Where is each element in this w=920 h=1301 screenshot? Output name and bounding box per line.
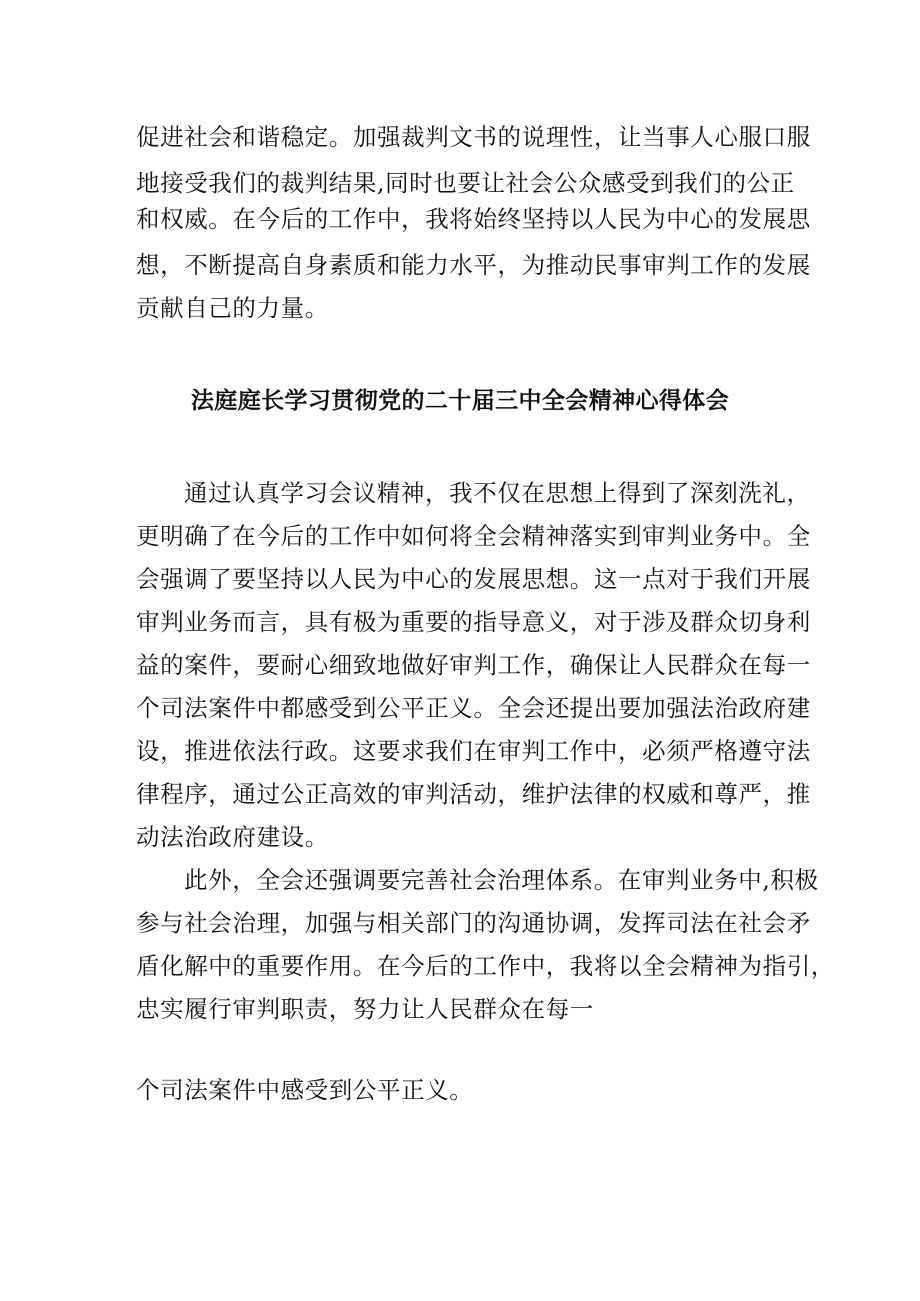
paragraph-line: 通过认真学习会议精神，我不仅在思想上得到了深刻洗礼， (184, 479, 811, 507)
paragraph-line: 设，推进依法行政。这要求我们在审判工作中，必须严格遵守法 (136, 737, 811, 765)
paragraph-line: 会强调了要坚持以人民为中心的发展思想。这一点对于我们开展 (136, 565, 811, 593)
prev-paragraph-line: 贡献自己的力量。 (136, 294, 329, 322)
paragraph-line: 更明确了在今后的工作中如何将全会精神落实到审判业务中。全 (136, 522, 811, 550)
prev-paragraph-line: 促进社会和谐稳定。加强裁判文书的说理性，让当事人心服口服 (136, 123, 811, 151)
prev-paragraph-line: 地接受我们的裁判结果,同时也要让社会公众感受到我们的公正 (136, 169, 795, 197)
paragraph-line: 动法治政府建设。 (136, 823, 329, 851)
paragraph-line: 审判业务而言，具有极为重要的指导意义，对于涉及群众切身利 (136, 608, 811, 636)
paragraph-line: 益的案件，要耐心细致地做好审判工作，确保让人民群众在每一 (136, 651, 811, 679)
prev-paragraph-line: 和权威。在今后的工作中，我将始终坚持以人民为中心的发展思 (136, 205, 811, 233)
paragraph-line: 个司法案件中感受到公平正义。 (136, 1076, 474, 1104)
paragraph-line: 参与社会治理，加强与相关部门的沟通协调，发挥司法在社会矛 (136, 909, 811, 937)
paragraph-line: 盾化解中的重要作用。在今后的工作中，我将以全会精神为指引， (136, 952, 835, 980)
paragraph-line: 个司法案件中都感受到公平正义。全会还提出要加强法治政府建 (136, 694, 811, 722)
prev-paragraph-line: 想，不断提高自身素质和能力水平，为推动民事审判工作的发展 (136, 251, 811, 279)
paragraph-line: 此外，全会还强调要完善社会治理体系。在审判业务中,积极 (184, 866, 819, 894)
paragraph-line: 忠实履行审判职责，努力让人民群众在每一 (136, 995, 594, 1023)
paragraph-line: 律程序，通过公正高效的审判活动，维护法律的权威和尊严，推 (136, 780, 811, 808)
article-title: 法庭庭长学习贯彻党的二十届三中全会精神心得体会 (190, 388, 730, 414)
